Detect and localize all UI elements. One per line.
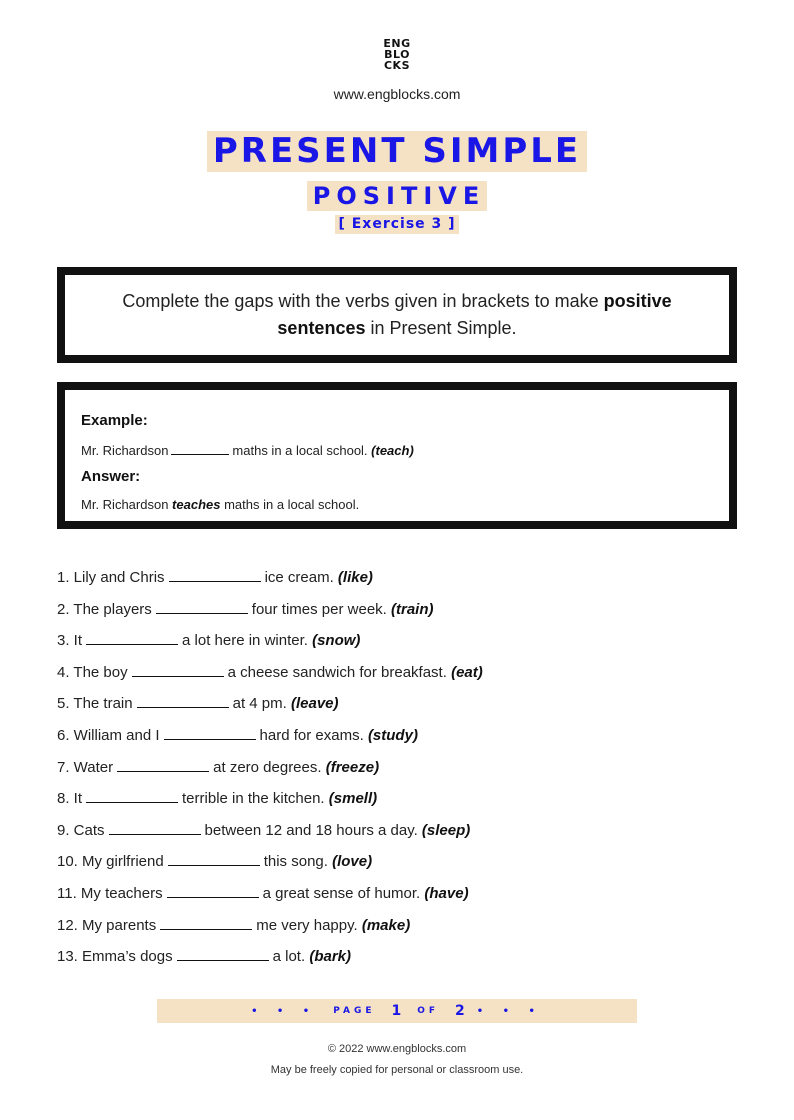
engblocks-logo [0, 38, 794, 74]
example-box [57, 382, 737, 529]
item-text-after: a lot here in winter. [182, 632, 308, 650]
example-after: maths in a local school. [232, 443, 368, 458]
verb-hint: (bark) [309, 948, 352, 966]
answer-gap[interactable] [117, 756, 209, 772]
answer-gap[interactable] [177, 945, 269, 961]
example-sentence [81, 442, 414, 458]
item-text-before: 9. Cats [57, 821, 105, 839]
verb-hint: (like) [337, 569, 373, 586]
pager-dots-right: • • • [476, 1005, 543, 1017]
item-text-after: me very happy. [256, 916, 358, 934]
pager-of-word: OF [417, 1006, 440, 1016]
pager-dots-left: • • • [251, 1005, 318, 1017]
answer-gap[interactable] [164, 724, 256, 740]
logo-line-2: BLO [384, 48, 410, 61]
answer-gap[interactable] [160, 914, 252, 930]
item-text-before: 8. It [57, 790, 83, 808]
verb-hint: (study) [367, 726, 418, 744]
answer-sentence [81, 497, 359, 512]
page-subtitle: POSITIVE [307, 181, 487, 211]
item-text-before: 10. My girlfriend [57, 853, 164, 871]
list-item [57, 661, 757, 693]
item-text-before: 13. Emma’s dogs [57, 948, 173, 966]
verb-hint: (make) [361, 916, 411, 934]
answer-gap[interactable] [167, 882, 259, 898]
item-text-after: between 12 and 18 hours a day. [204, 821, 418, 839]
verb-hint: (smell) [328, 790, 378, 808]
exercise-label: [ Exercise 3 ] [335, 215, 458, 234]
answer-before: Mr. Richardson [81, 497, 173, 512]
item-text-after: a great sense of humor. [262, 884, 421, 902]
item-text-before: 3. It [57, 632, 83, 650]
answer-verb: teaches [172, 497, 221, 512]
item-text-after: this song. [263, 853, 328, 871]
verb-hint: (sleep) [421, 821, 471, 839]
instructions-text [87, 288, 707, 342]
footer-copyright: © 2022 www.engblocks.com [327, 1043, 467, 1055]
answer-gap[interactable] [86, 629, 178, 645]
footer-license: May be freely copied for personal or classroom use. [270, 1064, 524, 1076]
page-indicator [157, 999, 637, 1023]
example-hint: (teach) [371, 443, 414, 458]
list-item [57, 724, 757, 756]
item-text-before: 7. Water [57, 758, 114, 776]
instructions-after: in Present Simple. [365, 318, 517, 338]
item-text-after: at zero degrees. [213, 758, 322, 776]
verb-hint: (snow) [312, 632, 361, 650]
list-item [57, 914, 757, 946]
logo-line-3: CKS [383, 59, 411, 72]
item-text-before: 4. The boy [57, 663, 128, 681]
verb-hint: (love) [332, 853, 373, 871]
answer-label: Answer: [81, 468, 141, 485]
item-text-before: 6. William and I [57, 726, 160, 744]
list-item [57, 692, 757, 724]
exercise-list [57, 566, 757, 977]
logo-line-1: ENG [383, 37, 411, 50]
list-item [57, 945, 757, 977]
answer-gap[interactable] [109, 819, 201, 835]
item-text-after: a cheese sandwich for breakfast. [227, 663, 447, 681]
item-text-after: terrible in the kitchen. [182, 790, 325, 808]
example-label: Example: [81, 412, 148, 429]
pager-page-word: PAGE [333, 1006, 376, 1016]
item-text-after: hard for exams. [259, 726, 364, 744]
item-text-after: ice cream. [264, 569, 334, 586]
item-text-after: at 4 pm. [232, 695, 287, 713]
site-url: www.engblocks.com [333, 86, 461, 102]
answer-after: maths in a local school. [220, 497, 360, 512]
item-text-before: 5. The train [57, 695, 133, 713]
verb-hint: (freeze) [325, 758, 380, 776]
verb-hint: (train) [391, 600, 434, 618]
instructions-box [57, 267, 737, 363]
list-item [57, 850, 757, 882]
verb-hint: (leave) [290, 695, 339, 713]
verb-hint: (eat) [451, 663, 483, 681]
list-item [57, 819, 757, 851]
item-text-before: 12. My parents [57, 916, 157, 934]
item-text-after: a lot. [272, 948, 306, 966]
answer-gap[interactable] [137, 692, 229, 708]
list-item [57, 598, 757, 630]
list-item [57, 566, 757, 598]
list-item [57, 787, 757, 819]
example-blank [171, 442, 229, 455]
page-title: PRESENT SIMPLE [207, 131, 587, 172]
item-text-before: 2. The players [57, 600, 152, 618]
pager-current: 1 [391, 1003, 402, 1019]
answer-gap[interactable] [132, 661, 224, 677]
pager-total: 2 [455, 1003, 465, 1019]
verb-hint: (have) [424, 884, 469, 902]
list-item [57, 629, 757, 661]
list-item [57, 882, 757, 914]
item-text-before: 11. My teachers [57, 884, 163, 902]
example-before: Mr. Richardson [81, 443, 169, 458]
item-text-after: four times per week. [251, 600, 387, 618]
answer-gap[interactable] [86, 787, 178, 803]
answer-gap[interactable] [168, 850, 260, 866]
answer-gap[interactable] [156, 598, 248, 614]
instructions-bold: positive sentences [277, 291, 672, 338]
list-item [57, 756, 757, 788]
item-text-before: 1. Lily and Chris [57, 569, 165, 586]
answer-gap[interactable] [169, 566, 261, 582]
instructions-before: Complete the gaps with the verbs given in brackets to make [122, 291, 604, 311]
